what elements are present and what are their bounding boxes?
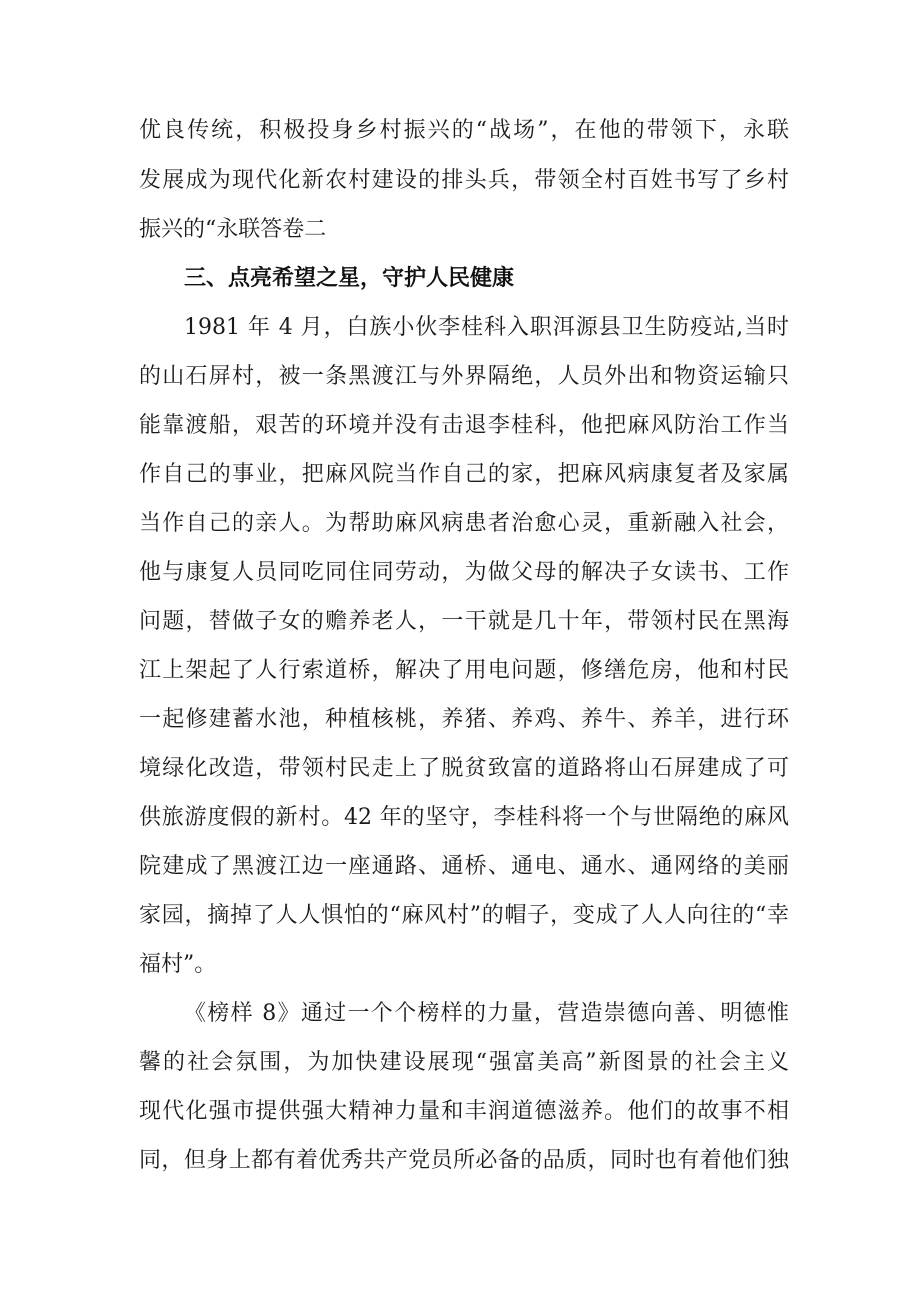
para2-line-7: 问题，替做子女的赡养老人，一干就是几十年，带领村民在黑海 [139, 609, 789, 634]
para2-line-5: 当作自己的亲人。为帮助麻风病患者治愈心灵，重新融入社会， [139, 511, 789, 536]
para2-line-6: 他与康复人员同吃同住同劳动，为做父母的解决子女读书、工作 [139, 560, 789, 585]
para1-line-3: 振兴的“永联答卷二 [139, 217, 327, 242]
para2-line-13: 家园，摘掉了人人惧怕的“麻风村”的帽子，变成了人人向往的“幸 [139, 903, 789, 928]
para1-line-2: 发展成为现代化新农村建设的排头兵，带领全村百姓书写了乡村 [139, 168, 789, 193]
para2-line-3: 能靠渡船，艰苦的环境并没有击退李桂科，他把麻风防治工作当 [139, 413, 789, 438]
para1-line-1: 优良传统，积极投身乡村振兴的“战场”，在他的带领下，永联 [139, 118, 789, 143]
para3-line-4: 同，但身上都有着优秀共产党员所必备的品质，同时也有着他们独 [139, 1148, 789, 1173]
para2-line-10: 境绿化改造，带领村民走上了脱贫致富的道路将山石屏建成了可 [139, 756, 789, 781]
para2-line-1: 1981 年 4 月，白族小伙李桂科入职洱源县卫生防疫站,当时 [184, 315, 789, 340]
para2-line-12: 院建成了黑渡江边一座通路、通桥、通电、通水、通网络的美丽 [139, 854, 789, 879]
section-heading: 三、点亮希望之星，守护人民健康 [184, 266, 515, 291]
para3-line-1: 《榜样 8》通过一个个榜样的力量，营造崇德向善、明德惟 [184, 1001, 789, 1026]
para3-line-2: 馨的社会氛围，为加快建设展现“强富美高”新图景的社会主义 [139, 1050, 789, 1075]
para3-line-3: 现代化强市提供强大精神力量和丰润道德滋养。他们的故事不相 [139, 1099, 789, 1124]
para2-line-2: 的山石屏村，被一条黑渡江与外界隔绝，人员外出和物资运输只 [139, 364, 789, 389]
para2-line-11: 供旅游度假的新村。42 年的坚守，李桂科将一个与世隔绝的麻风 [139, 805, 789, 830]
para2-line-8: 江上架起了人行索道桥，解决了用电问题，修缮危房，他和村民 [139, 658, 789, 683]
para2-line-9: 一起修建蓄水池，种植核桃，养猪、养鸡、养牛、养羊，进行环 [139, 707, 789, 732]
para2-line-4: 作自己的事业，把麻风院当作自己的家，把麻风病康复者及家属 [139, 462, 789, 487]
para2-line-14: 福村”。 [139, 952, 217, 977]
